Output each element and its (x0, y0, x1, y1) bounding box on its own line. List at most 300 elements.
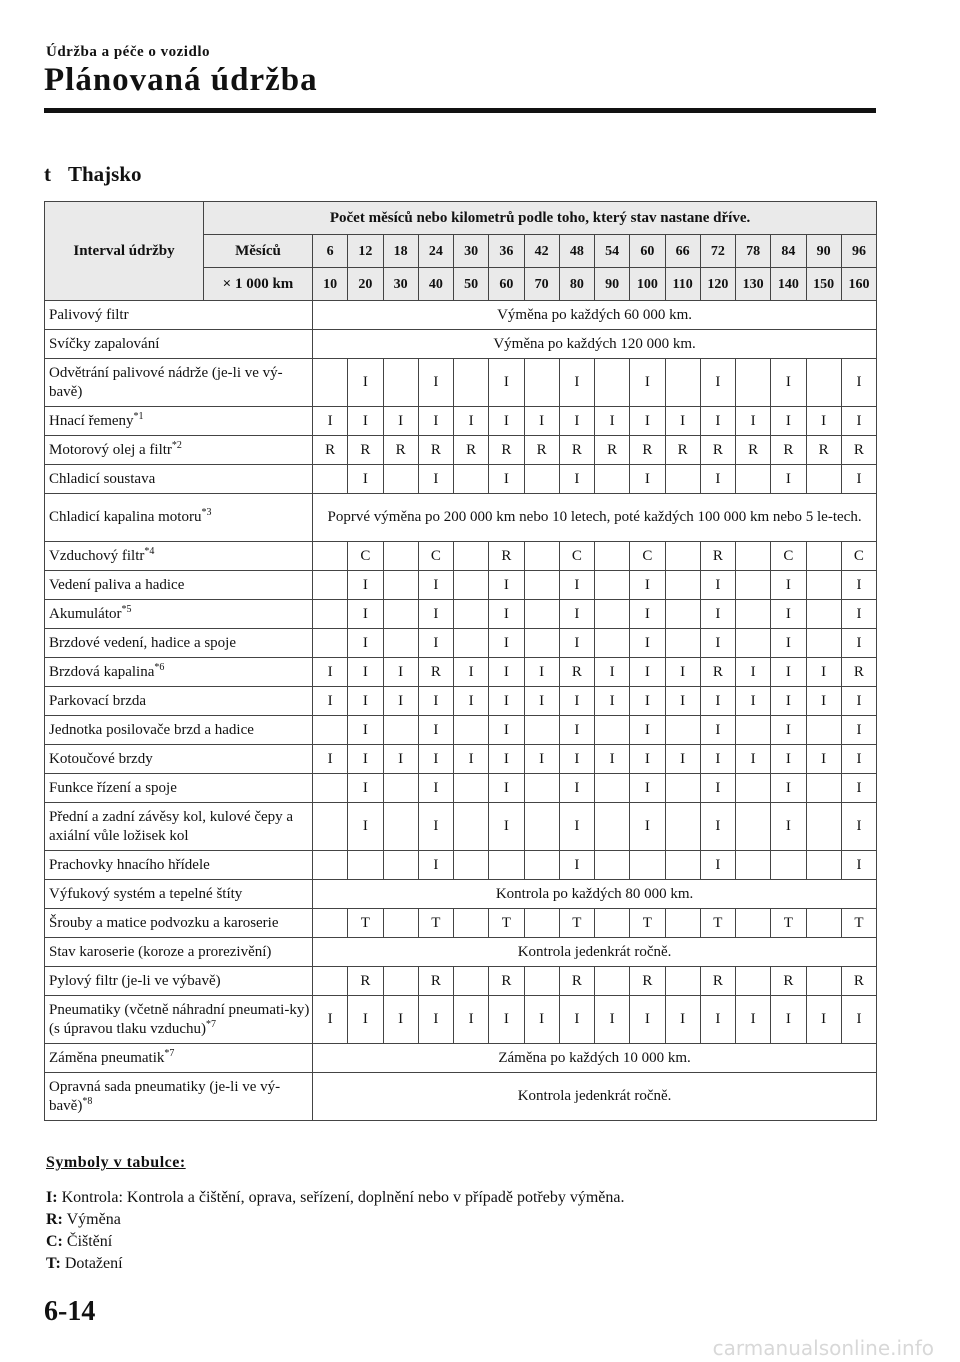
item-name-cell (45, 851, 313, 880)
schedule-cell: T (489, 909, 524, 938)
item-name-cell (45, 407, 313, 436)
item-name-cell (45, 938, 313, 967)
schedule-cell: I (771, 658, 806, 687)
schedule-cell: T (559, 909, 594, 938)
km-header-cell: 10 (313, 268, 348, 301)
item-name-cell (45, 1044, 313, 1073)
schedule-cell: I (595, 996, 630, 1044)
schedule-cell: I (489, 803, 524, 851)
table-row (45, 330, 877, 359)
schedule-cell: I (348, 803, 383, 851)
schedule-cell: R (524, 436, 559, 465)
schedule-cell: I (700, 716, 735, 745)
item-name-cell (45, 301, 313, 330)
km-header-cell: 80 (559, 268, 594, 301)
schedule-cell: I (383, 996, 418, 1044)
schedule-cell: I (559, 774, 594, 803)
item-name-cell (45, 600, 313, 629)
schedule-cell: I (700, 407, 735, 436)
schedule-cell: I (418, 407, 453, 436)
schedule-cell: I (383, 407, 418, 436)
schedule-cell: I (559, 803, 594, 851)
schedule-cell: I (630, 774, 665, 803)
schedule-cell (736, 571, 771, 600)
schedule-cell (595, 359, 630, 407)
km-header-cell: 130 (736, 268, 771, 301)
schedule-cell: I (348, 629, 383, 658)
schedule-cell: I (841, 996, 876, 1044)
km-header-cell: 20 (348, 268, 383, 301)
legend-item (46, 1187, 625, 1209)
schedule-cell (595, 571, 630, 600)
item-name: Stav karoserie (koroze a prorezivění) (49, 943, 272, 960)
schedule-cell (313, 542, 348, 571)
schedule-cell: I (524, 687, 559, 716)
table-row (45, 629, 877, 658)
km-header-cell: 150 (806, 268, 841, 301)
schedule-cell (736, 803, 771, 851)
schedule-cell: I (524, 996, 559, 1044)
schedule-cell: I (841, 407, 876, 436)
schedule-cell: I (524, 745, 559, 774)
item-name: Pylový filtr (je-li ve výbavě) (49, 972, 221, 989)
schedule-cell (383, 967, 418, 996)
schedule-cell: I (841, 687, 876, 716)
legend-text: Výměna (66, 1211, 121, 1228)
schedule-cell: I (348, 571, 383, 600)
item-name-cell (45, 359, 313, 407)
schedule-cell: C (348, 542, 383, 571)
item-name: Vzduchový filtr (49, 547, 145, 564)
schedule-cell (454, 359, 489, 407)
schedule-cell: I (841, 465, 876, 494)
month-header-cell: 66 (665, 235, 700, 268)
schedule-cell: I (771, 359, 806, 407)
schedule-cell (665, 465, 700, 494)
schedule-cell (383, 851, 418, 880)
interval-note-cell: Výměna po každých 60 000 km. (313, 301, 877, 330)
schedule-cell (313, 909, 348, 938)
interval-header: Interval údržby (45, 202, 204, 301)
item-name: Svíčky zapalování (49, 335, 160, 352)
subsection-title: Thajsko (68, 162, 142, 186)
schedule-cell: R (489, 436, 524, 465)
schedule-cell: I (313, 996, 348, 1044)
schedule-cell: R (348, 967, 383, 996)
schedule-cell (665, 851, 700, 880)
schedule-cell (454, 774, 489, 803)
table-row (45, 851, 877, 880)
item-name-cell (45, 745, 313, 774)
schedule-cell (595, 465, 630, 494)
schedule-cell (736, 542, 771, 571)
schedule-cell: R (418, 658, 453, 687)
schedule-cell: T (418, 909, 453, 938)
schedule-cell: I (418, 716, 453, 745)
item-name: Motorový olej a filtr (49, 441, 172, 458)
schedule-cell (595, 774, 630, 803)
schedule-cell: I (771, 996, 806, 1044)
item-name-cell (45, 967, 313, 996)
footnote-marker: *2 (171, 439, 182, 451)
item-name: Chladicí kapalina motoru (49, 509, 202, 525)
schedule-cell (806, 774, 841, 803)
schedule-cell: T (700, 909, 735, 938)
item-name: Funkce řízení a spoje (49, 779, 177, 796)
table-row (45, 494, 877, 542)
schedule-cell: I (559, 716, 594, 745)
month-header-cell: 96 (841, 235, 876, 268)
item-name: Opravná sada pneumatiky (je-li ve vý-bavě) (49, 1078, 281, 1114)
schedule-cell: I (418, 629, 453, 658)
table-row (45, 938, 877, 967)
schedule-cell: I (559, 851, 594, 880)
schedule-cell: I (700, 996, 735, 1044)
schedule-cell: I (630, 745, 665, 774)
schedule-cell: I (771, 600, 806, 629)
table-row (45, 687, 877, 716)
schedule-cell: I (806, 658, 841, 687)
footnote-marker: *6 (154, 661, 165, 673)
schedule-cell (665, 542, 700, 571)
schedule-cell: I (665, 745, 700, 774)
schedule-cell: I (665, 687, 700, 716)
schedule-cell: I (348, 600, 383, 629)
schedule-cell (524, 600, 559, 629)
footnote-marker: *7 (164, 1047, 175, 1059)
item-name: Jednotka posilovače brzd a hadice (49, 721, 254, 738)
schedule-cell (313, 465, 348, 494)
schedule-cell: I (700, 571, 735, 600)
km-label: × 1 000 km (204, 268, 313, 301)
top-header: Počet měsíců nebo kilometrů podle toho, který stav nastane dříve. (204, 202, 877, 235)
schedule-cell: R (841, 436, 876, 465)
schedule-cell: R (700, 436, 735, 465)
schedule-cell (383, 716, 418, 745)
schedule-cell (736, 600, 771, 629)
footnote-marker: *5 (121, 603, 132, 615)
schedule-cell (595, 803, 630, 851)
schedule-cell (524, 803, 559, 851)
schedule-cell: I (630, 658, 665, 687)
schedule-cell (313, 774, 348, 803)
schedule-cell (665, 571, 700, 600)
month-header-cell: 42 (524, 235, 559, 268)
schedule-cell (665, 909, 700, 938)
schedule-cell: I (559, 745, 594, 774)
schedule-cell: I (806, 407, 841, 436)
item-name-cell (45, 1073, 313, 1121)
schedule-cell: I (489, 996, 524, 1044)
schedule-cell: I (630, 600, 665, 629)
km-header-cell: 60 (489, 268, 524, 301)
table-row (45, 1044, 877, 1073)
schedule-cell: I (630, 359, 665, 407)
schedule-cell: I (665, 407, 700, 436)
schedule-cell: I (806, 745, 841, 774)
item-name-cell (45, 436, 313, 465)
legend-key: I: (46, 1189, 58, 1206)
schedule-cell: R (418, 967, 453, 996)
schedule-cell (806, 571, 841, 600)
schedule-cell: I (559, 571, 594, 600)
schedule-cell: I (383, 658, 418, 687)
schedule-cell: I (313, 745, 348, 774)
schedule-cell: I (489, 745, 524, 774)
item-name: Výfukový systém a tepelné štíty (49, 885, 243, 902)
schedule-cell (736, 629, 771, 658)
item-name: Záměna pneumatik (49, 1049, 165, 1066)
schedule-cell: I (841, 571, 876, 600)
schedule-cell: I (841, 851, 876, 880)
item-name: Palivový filtr (49, 306, 129, 323)
schedule-cell (665, 359, 700, 407)
schedule-cell: I (313, 687, 348, 716)
schedule-cell: I (595, 687, 630, 716)
schedule-cell: R (348, 436, 383, 465)
item-name-cell (45, 996, 313, 1044)
km-header-cell: 140 (771, 268, 806, 301)
schedule-cell: I (489, 774, 524, 803)
schedule-cell: T (348, 909, 383, 938)
km-header-cell: 50 (454, 268, 489, 301)
km-header-cell: 110 (665, 268, 700, 301)
schedule-cell (454, 967, 489, 996)
schedule-cell (595, 542, 630, 571)
legend-item (46, 1209, 625, 1231)
schedule-cell: I (524, 658, 559, 687)
schedule-cell: I (630, 465, 665, 494)
item-name: Přední a zadní závěsy kol, kulové čepy a axiální vůle ložisek kol (49, 808, 294, 844)
schedule-cell: I (348, 658, 383, 687)
month-header-cell: 36 (489, 235, 524, 268)
schedule-cell (383, 359, 418, 407)
schedule-cell: I (559, 465, 594, 494)
item-name-cell (45, 803, 313, 851)
schedule-cell: I (524, 407, 559, 436)
schedule-cell: C (559, 542, 594, 571)
table-row (45, 658, 877, 687)
watermark: carmanualsonline.info (712, 1336, 934, 1360)
legend-item (46, 1253, 625, 1275)
item-name: Brzdová kapalina (49, 663, 155, 680)
schedule-cell: R (630, 967, 665, 996)
schedule-cell (524, 465, 559, 494)
schedule-cell (383, 909, 418, 938)
schedule-cell: I (348, 465, 383, 494)
schedule-cell: R (806, 436, 841, 465)
footnote-marker: *8 (82, 1095, 93, 1107)
interval-note-cell: Kontrola jedenkrát ročně. (313, 1073, 877, 1121)
schedule-cell (524, 629, 559, 658)
schedule-cell (630, 851, 665, 880)
schedule-cell (736, 716, 771, 745)
schedule-cell (665, 803, 700, 851)
schedule-cell: I (841, 774, 876, 803)
table-row (45, 996, 877, 1044)
schedule-cell: I (313, 658, 348, 687)
schedule-cell: I (418, 996, 453, 1044)
table-row (45, 880, 877, 909)
schedule-cell (595, 967, 630, 996)
schedule-cell: I (559, 359, 594, 407)
item-name-cell (45, 494, 313, 542)
schedule-cell: I (348, 407, 383, 436)
schedule-cell (806, 716, 841, 745)
schedule-cell: I (700, 359, 735, 407)
schedule-cell: I (348, 359, 383, 407)
item-name-cell (45, 571, 313, 600)
schedule-cell (806, 359, 841, 407)
schedule-cell: R (418, 436, 453, 465)
schedule-cell: I (454, 745, 489, 774)
footnote-marker: *4 (144, 545, 155, 557)
km-header-cell: 160 (841, 268, 876, 301)
schedule-cell: I (418, 851, 453, 880)
schedule-cell: R (700, 658, 735, 687)
item-name: Pneumatiky (včetně náhradní pneumati-ky) (s úpravou tlaku vzduchu) (49, 1001, 310, 1037)
schedule-cell: I (418, 600, 453, 629)
schedule-cell (383, 542, 418, 571)
schedule-cell (454, 716, 489, 745)
schedule-cell (383, 629, 418, 658)
legend-list (46, 1187, 625, 1275)
schedule-cell: I (418, 745, 453, 774)
schedule-cell: I (348, 716, 383, 745)
schedule-cell (383, 600, 418, 629)
schedule-cell: I (665, 658, 700, 687)
footnote-marker: *7 (206, 1018, 217, 1030)
schedule-cell: I (418, 571, 453, 600)
subsection-heading (44, 162, 142, 187)
legend-title: Symboly v tabulce: (46, 1154, 186, 1171)
schedule-cell: R (559, 658, 594, 687)
item-name: Šrouby a matice podvozku a karoserie (49, 914, 279, 931)
schedule-cell: R (595, 436, 630, 465)
title-rule (44, 108, 876, 113)
schedule-cell: R (383, 436, 418, 465)
item-name: Hnací řemeny (49, 412, 134, 429)
table-row (45, 774, 877, 803)
schedule-cell: I (736, 745, 771, 774)
schedule-cell (313, 571, 348, 600)
legend-item (46, 1231, 625, 1253)
month-header-cell: 78 (736, 235, 771, 268)
schedule-cell: I (771, 465, 806, 494)
schedule-cell: I (348, 996, 383, 1044)
bullet-marker-icon: t (44, 162, 51, 186)
schedule-cell (524, 359, 559, 407)
schedule-cell: I (630, 629, 665, 658)
month-header-cell: 6 (313, 235, 348, 268)
schedule-cell: I (841, 359, 876, 407)
schedule-cell (454, 600, 489, 629)
schedule-cell (665, 600, 700, 629)
schedule-cell: I (665, 996, 700, 1044)
schedule-cell: I (736, 407, 771, 436)
schedule-cell: I (630, 687, 665, 716)
month-header-cell: 72 (700, 235, 735, 268)
schedule-cell (806, 803, 841, 851)
table-row (45, 803, 877, 851)
schedule-cell (383, 465, 418, 494)
month-header-cell: 18 (383, 235, 418, 268)
item-name-cell (45, 774, 313, 803)
interval-note-cell: Poprvé výměna po 200 000 km nebo 10 letech, poté každých 100 000 km nebo 5 le-tech. (313, 494, 877, 542)
schedule-cell: I (771, 687, 806, 716)
table-row (45, 745, 877, 774)
schedule-cell (595, 629, 630, 658)
schedule-cell: I (771, 803, 806, 851)
schedule-cell: I (841, 600, 876, 629)
table-row (45, 301, 877, 330)
schedule-cell (383, 571, 418, 600)
schedule-cell: I (841, 716, 876, 745)
schedule-cell (524, 967, 559, 996)
schedule-cell (806, 600, 841, 629)
schedule-cell: I (489, 658, 524, 687)
schedule-cell: I (489, 600, 524, 629)
schedule-cell (313, 803, 348, 851)
schedule-cell (383, 774, 418, 803)
schedule-cell (524, 571, 559, 600)
schedule-cell: R (841, 967, 876, 996)
schedule-cell (806, 967, 841, 996)
interval-note-cell: Záměna po každých 10 000 km. (313, 1044, 877, 1073)
month-header-cell: 90 (806, 235, 841, 268)
schedule-cell: I (383, 687, 418, 716)
month-header-cell: 12 (348, 235, 383, 268)
schedule-cell: I (700, 774, 735, 803)
schedule-cell: R (665, 436, 700, 465)
schedule-cell: I (700, 803, 735, 851)
schedule-cell: I (700, 851, 735, 880)
schedule-cell (665, 774, 700, 803)
schedule-cell (454, 851, 489, 880)
km-header-cell: 90 (595, 268, 630, 301)
item-name-cell (45, 465, 313, 494)
schedule-cell: I (559, 600, 594, 629)
schedule-cell: I (771, 716, 806, 745)
schedule-cell: I (771, 407, 806, 436)
schedule-cell (524, 774, 559, 803)
table-row (45, 359, 877, 407)
footnote-marker: *1 (133, 410, 144, 422)
schedule-cell: R (771, 436, 806, 465)
schedule-cell: I (489, 687, 524, 716)
schedule-cell: R (700, 542, 735, 571)
table-row (45, 436, 877, 465)
schedule-cell: R (559, 436, 594, 465)
schedule-cell (313, 851, 348, 880)
table-row (45, 967, 877, 996)
schedule-cell: I (348, 774, 383, 803)
schedule-cell: I (841, 629, 876, 658)
schedule-cell (806, 465, 841, 494)
km-header-cell: 30 (383, 268, 418, 301)
schedule-cell (736, 359, 771, 407)
schedule-cell: I (383, 745, 418, 774)
km-header-cell: 40 (418, 268, 453, 301)
schedule-cell: I (771, 571, 806, 600)
schedule-cell: I (700, 687, 735, 716)
schedule-cell: C (630, 542, 665, 571)
schedule-cell (524, 542, 559, 571)
schedule-cell: I (348, 687, 383, 716)
table-row (45, 600, 877, 629)
schedule-cell (665, 629, 700, 658)
section-label: Údržba a péče o vozidlo (46, 44, 210, 60)
